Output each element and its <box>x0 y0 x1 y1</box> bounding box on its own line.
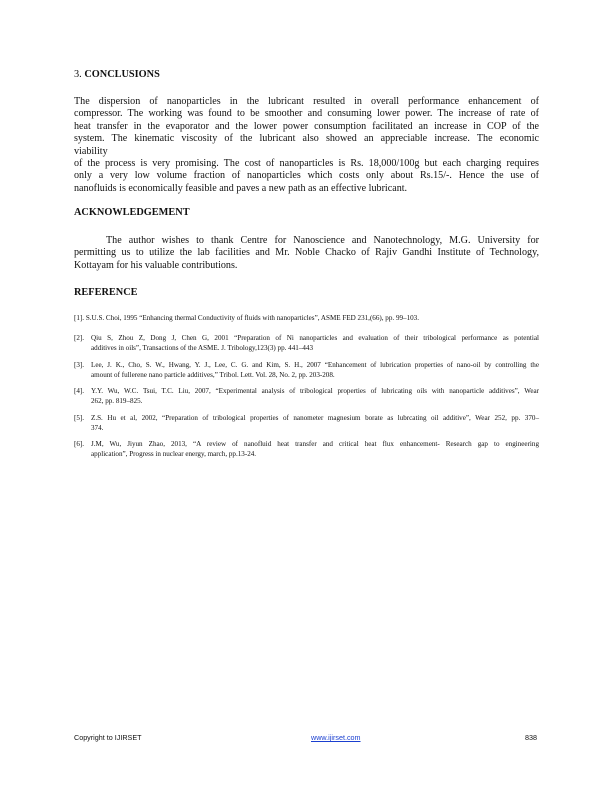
reference-line: Qiu S, Zhou Z, Dong J, Chen G, 2001 “Preparation of Ni nanoparticles and evaluation of their tribological performance as potential <box>91 334 539 342</box>
reference-line: 374. <box>91 424 104 433</box>
reference-item <box>74 360 539 381</box>
reference-text <box>91 360 539 381</box>
reference-text <box>91 413 539 434</box>
reference-number: [2]. <box>74 334 85 342</box>
reference-text <box>91 439 539 460</box>
text-line: of the process is very promising. The cost of nanoparticles is Rs. 18,000/100g but each charging requires <box>74 157 539 169</box>
reference-line: J.M, Wu, Jiyun Zhao, 2013, “A review of nanofluid heat transfer and critical heat flux enhancement- Research gap to engineering <box>91 440 539 448</box>
text-line: permitting us to utilize the lab facilities and Mr. Noble Chacko of Rajiv Gandhi Institute of Technology, <box>74 247 539 259</box>
acknowledgement-paragraph <box>74 235 539 272</box>
text-line: only a very low volume fraction of nanoparticles which costs only about Rs.15/-. Hence the use of <box>74 170 539 182</box>
section-heading-acknowledgement: ACKNOWLEDGEMENT <box>74 207 190 218</box>
section-number: 3. <box>74 69 82 80</box>
conclusions-paragraph <box>74 96 539 195</box>
section-heading-reference: REFERENCE <box>74 287 138 298</box>
text-line: viability <box>74 145 108 157</box>
reference-line: S.U.S. Choi, 1995 “Enhancing thermal Conductivity of fluids with nanoparticles”, ASME FED 231,(66), pp. 99–103. <box>85 314 420 322</box>
reference-line: amount of fullerene nano particle additives,” Tribol. Lett. Vol. 28, No. 2, pp. 203-208. <box>91 371 335 380</box>
text-line: The dispersion of nanoparticles in the lubricant resulted in overall performance enhancement of <box>74 96 539 107</box>
section-title: CONCLUSIONS <box>84 69 160 80</box>
reference-number: [1]. <box>74 314 85 322</box>
reference-number: [3]. <box>74 361 85 369</box>
reference-number: [6]. <box>74 440 85 448</box>
text-line: Kottayam for his valuable contributions. <box>74 259 238 271</box>
text-line: system. The kinematic viscosity of the lubricant also showed an appreciable increase. The economic <box>74 133 539 145</box>
reference-line: application”, Progress in nuclear energy, march, pp.13-24. <box>91 450 257 459</box>
reference-item <box>74 333 539 354</box>
reference-item <box>74 386 539 407</box>
footer-copyright: Copyright to IJIRSET <box>74 733 142 742</box>
reference-number: [4]. <box>74 387 85 395</box>
text-line: The author wishes to thank Centre for Nanoscience and Nanotechnology, M.G. University for <box>106 235 539 246</box>
reference-text <box>91 386 539 407</box>
reference-text <box>91 333 539 354</box>
reference-line: Y.Y. Wu, W.C. Tsui, T.C. Liu, 2007, “Experimental analysis of tribological properties of lubricating oils with nanoparticle additives”, Wear <box>91 387 539 395</box>
footer-page-number: 838 <box>525 733 537 742</box>
reference-item <box>74 439 539 460</box>
reference-line: additives in oils”, Transactions of the ASME. J. Tribology,123(3) pp. 441–443 <box>91 344 314 353</box>
footer-website-link[interactable]: www.ijirset.com <box>311 733 361 742</box>
section-heading-conclusions <box>74 69 539 80</box>
reference-item <box>74 313 539 323</box>
text-line: compressor. The working was found to be smoother and consuming lower power. The increase of rate of <box>74 108 539 120</box>
reference-text <box>86 314 419 322</box>
reference-line: Z.S. Hu et al, 2002, “Preparation of tribological properties of nanometer magnesium borate as lubrcating oil additive”, Wear 252, pp. 370– <box>91 414 539 422</box>
text-line: nanofluids is economically feasible and paves a new path as an effective lubricant. <box>74 182 408 194</box>
reference-line: 262, pp. 819–825. <box>91 397 143 406</box>
reference-number: [5]. <box>74 414 85 422</box>
reference-item <box>74 413 539 434</box>
text-line: heat transfer in the evaporator and the lower power consumption facilitated an increase in COP of the <box>74 120 539 132</box>
reference-line: Lee, J. K., Cho, S. W., Hwang, Y. J., Lee, C. G. and Kim, S. H., 2007 “Enhancement of lubrication properties of nano-oil by controlling the <box>91 361 539 369</box>
